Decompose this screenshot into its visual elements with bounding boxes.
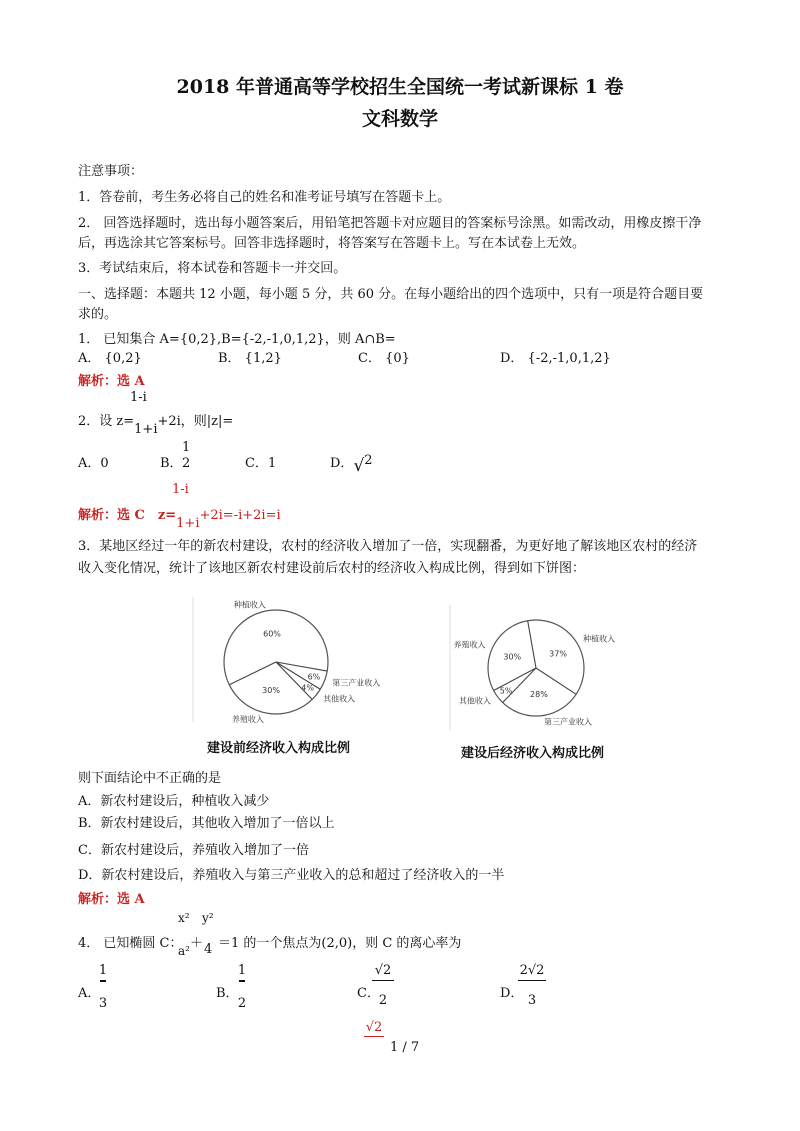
q4-four: 4	[204, 942, 213, 957]
q2-d-radicand: 2	[364, 453, 373, 468]
q4-x2: x²	[178, 911, 190, 925]
q3-question: 则下面结论中不正确的是	[78, 771, 222, 786]
q3-option-a: A．新农村建设后，种植收入减少	[78, 794, 270, 809]
q2-answer-post: +2i=-i+2i=i	[199, 508, 281, 523]
q2-option-b: B．	[160, 456, 183, 471]
q2-b-denominator: 2	[182, 456, 191, 471]
q1-option-d: D． {-2,-1,0,1,2}	[500, 351, 611, 366]
slice-category-label: 养殖收入	[231, 715, 264, 725]
notice-heading: 注意事项：	[78, 164, 144, 179]
slice-edge	[229, 662, 276, 685]
q2-d-label: D．	[330, 456, 354, 471]
q2-answer-denominator: 1+i	[176, 516, 200, 531]
page-title: 2018 年普通高等学校招生全国统一考试新课标 1 卷	[176, 76, 624, 98]
denominator: 2	[378, 993, 388, 1008]
q3-option-d: D．新农村建设后，养殖收入与第三产业收入的总和超过了经济收入的一半	[78, 868, 505, 883]
numerator: √2	[365, 1020, 383, 1035]
slice-category-label: 养殖收入	[453, 640, 486, 650]
q2-denominator: 1+i	[134, 422, 158, 437]
slice-value-label: 28%	[530, 690, 548, 700]
q2-answer-numerator: 1-i	[172, 482, 189, 497]
q3-stem: 收入变化情况，统计了该地区新农村建设前后农村的经济收入构成比例，得到如下饼图：	[78, 561, 586, 576]
pie-chart-before	[193, 592, 381, 727]
denominator: 2	[237, 996, 247, 1011]
slice-value-label: 30%	[262, 686, 280, 696]
q2-option-c: C．1	[245, 456, 277, 471]
section-heading: 一、选择题：本题共 12 小题，每小题 5 分，共 60 分。在每小题给出的四个选项中，只有一项是符合题目要	[78, 287, 704, 302]
q4-option-b-frac	[235, 963, 249, 1011]
page-subtitle: 文科数学	[361, 108, 438, 130]
q3-option-b: B．新农村建设后，其他收入增加了一倍以上	[78, 816, 335, 831]
q2-answer	[78, 504, 281, 531]
q4-option-c-frac	[372, 963, 394, 1008]
q1-stem: 1． 已知集合 A={0,2},B={-2,-1,0,1,2}，则 A∩B=	[78, 332, 396, 347]
notice-item: 后，再选涂其它答案标号。回答非选择题时，将答案写在答题卡上。写在本试卷上无效。	[78, 236, 586, 251]
q4-answer-fraction	[364, 1020, 384, 1037]
numerator: √2	[374, 963, 392, 978]
slice-category-label: 种植收入	[233, 600, 266, 610]
slice-value-label: 6%	[307, 672, 321, 682]
notice-item: 2． 回答选择题时，选出每小题答案后，用铅笔把答题卡对应题目的答案标号涂黑。如需改动，用橡皮擦干净	[78, 216, 702, 231]
slice-category-label: 其他收入	[323, 694, 356, 704]
q1-option-b: B． {1,2}	[218, 351, 282, 366]
slice-edge	[494, 668, 536, 691]
q4-option-d: D．	[500, 986, 524, 1001]
q4-option-c: C．	[357, 986, 380, 1001]
q2-b-numerator: 1	[182, 440, 191, 455]
slice-value-label: 60%	[263, 629, 281, 639]
page-number: 1 / 7	[390, 1040, 420, 1055]
numerator: 1	[98, 963, 108, 978]
q2-stem	[78, 410, 234, 437]
q2-numerator: 1-i	[130, 390, 147, 405]
q2-stem-post: +2i，则|z|=	[157, 414, 234, 429]
slice-value-label: 5%	[499, 686, 513, 696]
slice-edge	[528, 621, 536, 668]
sqrt-icon: √	[353, 456, 365, 476]
slice-value-label: 4%	[301, 683, 314, 693]
slice-category-label: 其他收入	[458, 696, 491, 706]
q2-option-d	[330, 452, 373, 476]
q4-option-d-frac	[518, 963, 546, 1008]
denominator: 3	[98, 996, 108, 1011]
q2-answer-pre: 解析：选 C z=	[78, 508, 177, 523]
q2-stem-pre: 2．设 z=	[78, 414, 135, 429]
q1-option-a: A． {0,2}	[78, 351, 142, 366]
q1-answer: 解析：选 A	[78, 374, 145, 389]
pie-caption-after: 建设后经济收入构成比例	[461, 746, 605, 761]
q4-stem-post: ＝1 的一个焦点为(2,0)，则 C 的离心率为	[218, 936, 462, 951]
q4-option-b: B．	[216, 986, 239, 1001]
q4-y2: y²	[202, 911, 214, 925]
notice-item: 3．考试结束后，将本试卷和答题卡一并交回。	[78, 261, 347, 276]
q4-option-a: A．	[78, 986, 101, 1001]
numerator: 1	[237, 963, 247, 978]
slice-category-label: 第三产业收入	[544, 717, 593, 727]
numerator: 2√2	[519, 963, 545, 978]
slice-value-label: 30%	[503, 652, 522, 662]
denominator: 3	[527, 993, 537, 1008]
q4-stem-pre: 4． 已知椭圆 C：	[78, 936, 183, 951]
q3-answer: 解析：选 A	[78, 892, 145, 907]
pie-caption-before: 建设前经济收入构成比例	[207, 741, 351, 756]
q4-option-a-frac	[96, 963, 110, 1011]
q3-stem: 3．某地区经过一年的新农村建设，农村的经济收入增加了一倍，实现翻番，为更好地了解该地区农村的经济	[78, 539, 698, 554]
q4-plus: ＋	[190, 936, 204, 951]
slice-category-label: 第三产业收入	[332, 678, 381, 688]
q3-option-c: C．新农村建设后，养殖收入增加了一倍	[78, 843, 309, 858]
q1-option-c: C． {0}	[358, 351, 410, 366]
notice-item: 1．答卷前，考生务必将自己的姓名和准考证号填写在答题卡上。	[78, 190, 451, 205]
q2-option-a: A．0	[78, 456, 109, 471]
slice-category-label: 种植收入	[583, 634, 616, 644]
pie-chart-after	[450, 600, 628, 730]
q4-a2: a²	[178, 944, 190, 958]
section-heading: 求的。	[78, 307, 118, 322]
slice-value-label: 37%	[549, 649, 567, 659]
